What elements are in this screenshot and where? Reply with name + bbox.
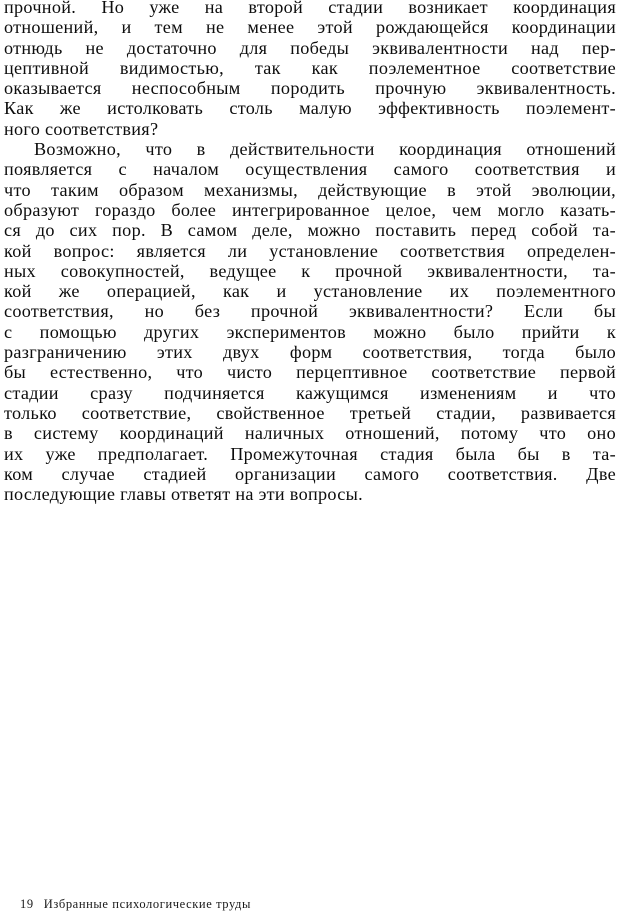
- footer-title: Избранные психологические труды: [43, 897, 252, 911]
- signature-number: 19: [20, 897, 34, 911]
- text-line: бы естественно, что чисто перцептивное соответствие первой: [4, 362, 616, 383]
- text-line: стадии сразу подчиняется кажущимся изменениям и что: [4, 382, 616, 403]
- text-line: образуют гораздо более интегрированное целое, чем могло казать-: [4, 199, 616, 220]
- text-line: в систему координаций наличных отношений, потому что оно: [4, 423, 616, 444]
- text-line: ных совокупностей, ведущее к прочной эквивалентности, та-: [4, 260, 616, 281]
- text-line: ся до сих пор. В самом деле, можно поставить перед собой та-: [4, 220, 616, 241]
- text-line: соответствия, но без прочной эквивалентности? Если бы: [4, 301, 616, 322]
- page-footer: [20, 896, 251, 912]
- text-line: ного соответствия?: [4, 118, 159, 139]
- text-line: кой вопрос: является ли установление соответствия определен-: [4, 240, 616, 261]
- text-line: появляется с началом осуществления самого соответствия и: [4, 159, 616, 180]
- text-line: только соответствие, свойственное третьей стадии, развивается: [4, 402, 616, 423]
- text-line: Возможно, что в действительности координация отношений: [34, 139, 616, 160]
- text-line: разграничению этих двух форм соответствия, тогда было: [4, 342, 616, 363]
- body-text: [4, 0, 616, 504]
- text-line: Как же истолковать столь малую эффективность поэлемент-: [4, 98, 616, 119]
- text-line: кой же операцией, как и установление их поэлементного: [4, 281, 616, 302]
- text-line: отношений, и тем не менее этой рождающейся координации: [4, 17, 616, 38]
- text-line: прочной. Но уже на второй стадии возникает координация: [4, 0, 616, 17]
- text-line: отнюдь не достаточно для победы эквивалентности над пер-: [4, 37, 616, 58]
- text-line: оказывается неспособным породить прочную эквивалентность.: [4, 78, 616, 99]
- text-line: ком случае стадией организации самого соответствия. Две: [4, 463, 616, 484]
- paragraph-2: [4, 139, 616, 504]
- text-line: что таким образом механизмы, действующие в этой эволюции,: [4, 179, 616, 200]
- paragraph-1: [4, 0, 616, 139]
- text-line: их уже предполагает. Промежуточная стадия была бы в та-: [4, 443, 616, 464]
- text-line: с помощью других экспериментов можно было прийти к: [4, 321, 616, 342]
- text-line: цептивной видимостью, так как поэлементное соответствие: [4, 57, 616, 78]
- text-line: последующие главы ответят на эти вопросы.: [4, 484, 363, 505]
